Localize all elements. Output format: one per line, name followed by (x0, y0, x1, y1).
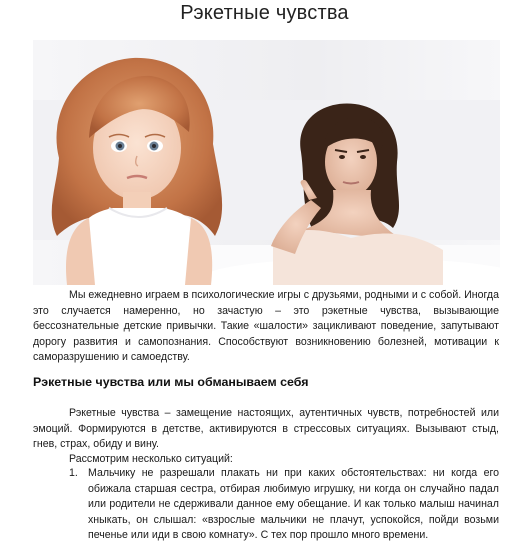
section-heading: Рэкетные чувства или мы обманываем себя (33, 375, 309, 389)
situations-intro: Рассмотрим несколько ситуаций: (69, 453, 233, 465)
article-photo (33, 40, 500, 285)
intro-paragraph: Мы ежедневно играем в психологические игры с друзьями, родными и с собой. Иногда это случается намеренно, но зачастую – это рэкетные чувства, вызывающие бессознательные детские привычки. Такие «шалости» зацикливают поведение, запутывают дорогу развития и самопознания. Способствуют возникновению болезней, мотивации к саморазрушению и самоедству. (33, 289, 499, 364)
list-item-text: Мальчику не разрешали плакать ни при каких обстоятельствах: ни когда его обижала старшая сестра, отбирая любимую игрушку, ни когда он случайно падал или родители не сдерживали данное ему обещание. И как только малыш начинал хныкать, он слышал: «взрослые мальчики не плачут, успокойся, пойди возьми печенье или иди в свою комнату». С тех пор прошло много времени. (88, 467, 499, 542)
definition-paragraph: Рэкетные чувства – замещение настоящих, аутентичных чувств, потребностей или эмоций. Формируются в детстве, активируются в стрессовых ситуациях. Вызывают стыд, гнев, страх, обиду и вину. (33, 407, 499, 451)
situations-list (69, 466, 499, 544)
photo-illustration (33, 40, 500, 285)
page-title: Рэкетные чувства (180, 2, 349, 24)
list-item-number: 1. (69, 467, 78, 479)
list-item (69, 466, 499, 544)
